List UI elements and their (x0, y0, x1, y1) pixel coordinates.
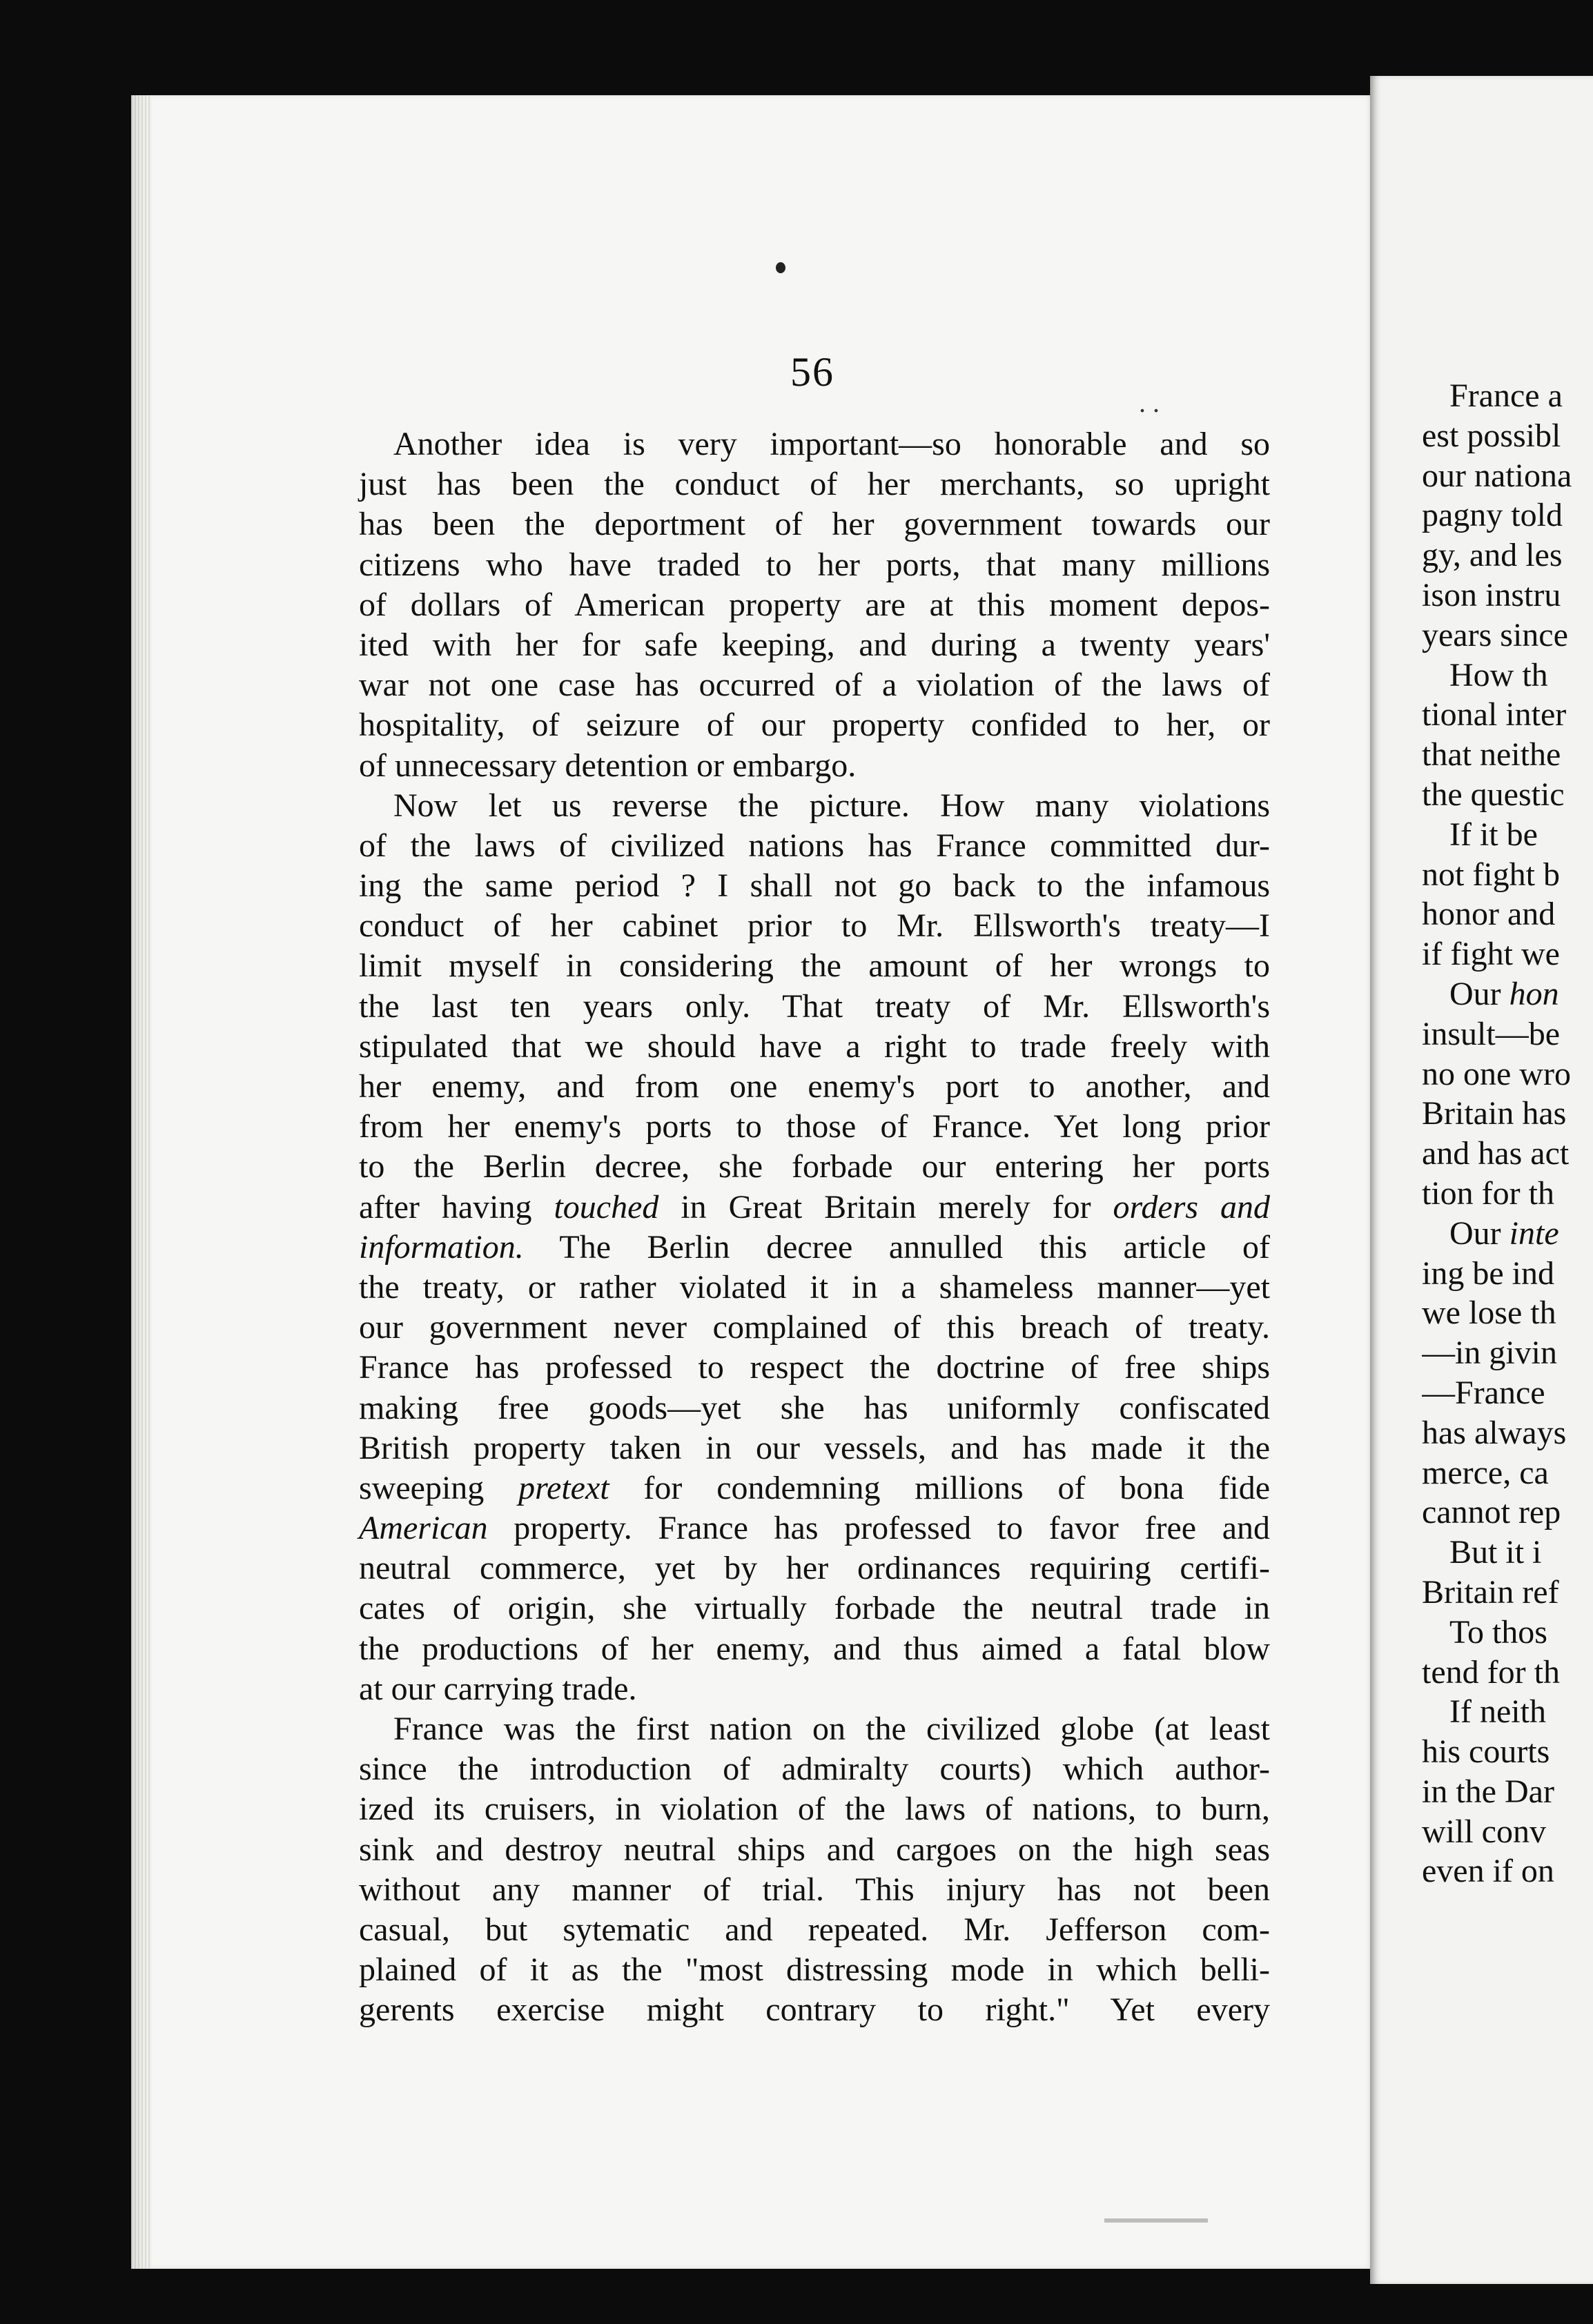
text-line-fragment: the questic (1422, 776, 1565, 813)
text-line: sweeping pretext for condemning millions of bona fide (359, 1469, 1270, 1506)
text-line: ing the same period ? I shall not go back to the infamous (359, 867, 1270, 905)
text-line-fragment: pagny told (1422, 497, 1563, 534)
text-line: after having touched in Great Britain merely for orders and (359, 1188, 1270, 1225)
text-line-fragment: merce, ca (1422, 1454, 1549, 1491)
page-number: 56 (790, 349, 834, 395)
left-page-body-text (359, 424, 1270, 2031)
text-line: just has been the conduct of her merchants, so upright (359, 466, 1270, 503)
text-line-fragment: in the Dar (1422, 1773, 1554, 1810)
text-line: cates of origin, she virtually forbade the neutral trade in (359, 1590, 1270, 1627)
text-line: the productions of her enemy, and thus aimed a fatal blow (359, 1630, 1270, 1667)
text-line-fragment: if fight we (1422, 936, 1560, 973)
text-line: plained of it as the "most distressing mode in which belli- (359, 1951, 1270, 1989)
text-line-fragment: France a (1449, 377, 1563, 414)
text-line-fragment: Our inte (1449, 1214, 1559, 1252)
text-line: gerents exercise might contrary to right." Yet every (359, 1991, 1270, 2029)
text-line: of the laws of civilized nations has France committed dur- (359, 827, 1270, 864)
text-line-fragment: our nationa (1422, 457, 1572, 494)
text-line-fragment: —France (1422, 1374, 1545, 1411)
text-line: American property. France has professed to favor free and (359, 1510, 1270, 1547)
text-line: from her enemy's ports to those of France. Yet long prior (359, 1108, 1270, 1145)
text-line: stipulated that we should have a right to trade freely with (359, 1027, 1270, 1065)
text-line: limit myself in considering the amount of her wrongs to (359, 947, 1270, 985)
right-page-body-text (1422, 376, 1593, 1891)
text-line: sink and destroy neutral ships and cargoes on the high seas (359, 1831, 1270, 1868)
text-line: ited with her for safe keeping, and during a twenty years' (359, 626, 1270, 663)
text-line-fragment: has always (1422, 1414, 1567, 1451)
header-ornament: . . (1139, 387, 1160, 418)
text-line: Another idea is very important—so honorable and so (393, 426, 1270, 462)
text-line-fragment: Britain ref (1422, 1573, 1559, 1611)
text-line: the treaty, or rather violated it in a shameless manner—yet (359, 1268, 1270, 1306)
text-line: conduct of her cabinet prior to Mr. Ellsworth's treaty—I (359, 907, 1270, 945)
text-line: British property taken in our vessels, and has made it the (359, 1429, 1270, 1466)
text-line: at our carrying trade. (359, 1670, 637, 1707)
text-line-fragment: his courts (1422, 1733, 1550, 1771)
text-line-fragment: no one wro (1422, 1055, 1571, 1092)
text-line: neutral commerce, yet by her ordinances requiring certifi- (359, 1550, 1270, 1587)
text-line: of unnecessary detention or embargo. (359, 747, 857, 784)
text-line: of dollars of American property are at this moment depos- (359, 586, 1270, 623)
text-line: information. The Berlin decree annulled this article of (359, 1228, 1270, 1266)
text-line-fragment: tend for th (1422, 1653, 1560, 1691)
text-line: since the introduction of admiralty courts) which author- (359, 1751, 1270, 1788)
text-line: hospitality, of seizure of our property confided to her, or (359, 707, 1270, 744)
text-line-fragment: —in givin (1422, 1335, 1558, 1372)
text-line: France has professed to respect the doctrine of free ships (359, 1349, 1270, 1386)
text-line: the last ten years only. That treaty of Mr. Ellsworth's (359, 987, 1270, 1025)
text-line-fragment: ing be ind (1422, 1254, 1554, 1292)
text-line-fragment: To thos (1449, 1613, 1547, 1651)
text-line: war not one case has occurred of a violation of the laws of (359, 667, 1270, 704)
text-line-fragment: If it be (1449, 816, 1538, 853)
text-line: Now let us reverse the picture. How many violations (393, 787, 1270, 824)
text-line: to the Berlin decree, she forbade our entering her ports (359, 1148, 1270, 1185)
text-line-fragment: But it i (1449, 1534, 1542, 1571)
text-line: making free goods—yet she has uniformly confiscated (359, 1389, 1270, 1426)
ink-blot (776, 262, 785, 273)
text-line: her enemy, and from one enemy's port to another, and (359, 1068, 1270, 1105)
text-line: citizens who have traded to her ports, that many millions (359, 546, 1270, 583)
text-line-fragment: we lose th (1422, 1294, 1556, 1332)
text-line-fragment: not fight b (1422, 856, 1560, 893)
text-line-fragment: cannot rep (1422, 1494, 1561, 1531)
text-line-fragment: tional inter (1422, 696, 1567, 733)
text-line-fragment: and has act (1422, 1135, 1570, 1172)
text-line-fragment: Britain has (1422, 1095, 1567, 1132)
text-line: our government never complained of this breach of treaty. (359, 1309, 1270, 1346)
text-line-fragment: that neithe (1422, 736, 1561, 774)
text-line-fragment: gy, and les (1422, 537, 1563, 574)
text-line-fragment: tion for th (1422, 1174, 1554, 1212)
text-line-fragment: Our hon (1449, 975, 1559, 1012)
text-line-fragment: honor and (1422, 896, 1556, 933)
text-line-fragment: How th (1449, 656, 1548, 693)
text-line-fragment: years since (1422, 616, 1568, 653)
text-line-fragment: insult—be (1422, 1015, 1560, 1052)
text-line: ized its cruisers, in violation of the laws of nations, to burn, (359, 1791, 1270, 1828)
text-line-fragment: even if on (1422, 1853, 1554, 1890)
text-line-fragment: will conv (1422, 1813, 1546, 1850)
text-line: casual, but sytematic and repeated. Mr. Jefferson com- (359, 1911, 1270, 1948)
text-line: France was the first nation on the civilized globe (at least (393, 1711, 1270, 1747)
text-line-fragment: If neith (1449, 1693, 1546, 1731)
text-line: without any manner of trial. This injury has not been (359, 1871, 1270, 1908)
text-line: has been the deportment of her government towards our (359, 506, 1270, 543)
text-line-fragment: ison instru (1422, 576, 1561, 613)
scan-artifact (1104, 2218, 1208, 2223)
page-edge-shadow (131, 95, 152, 2269)
text-line-fragment: est possibl (1422, 417, 1561, 454)
